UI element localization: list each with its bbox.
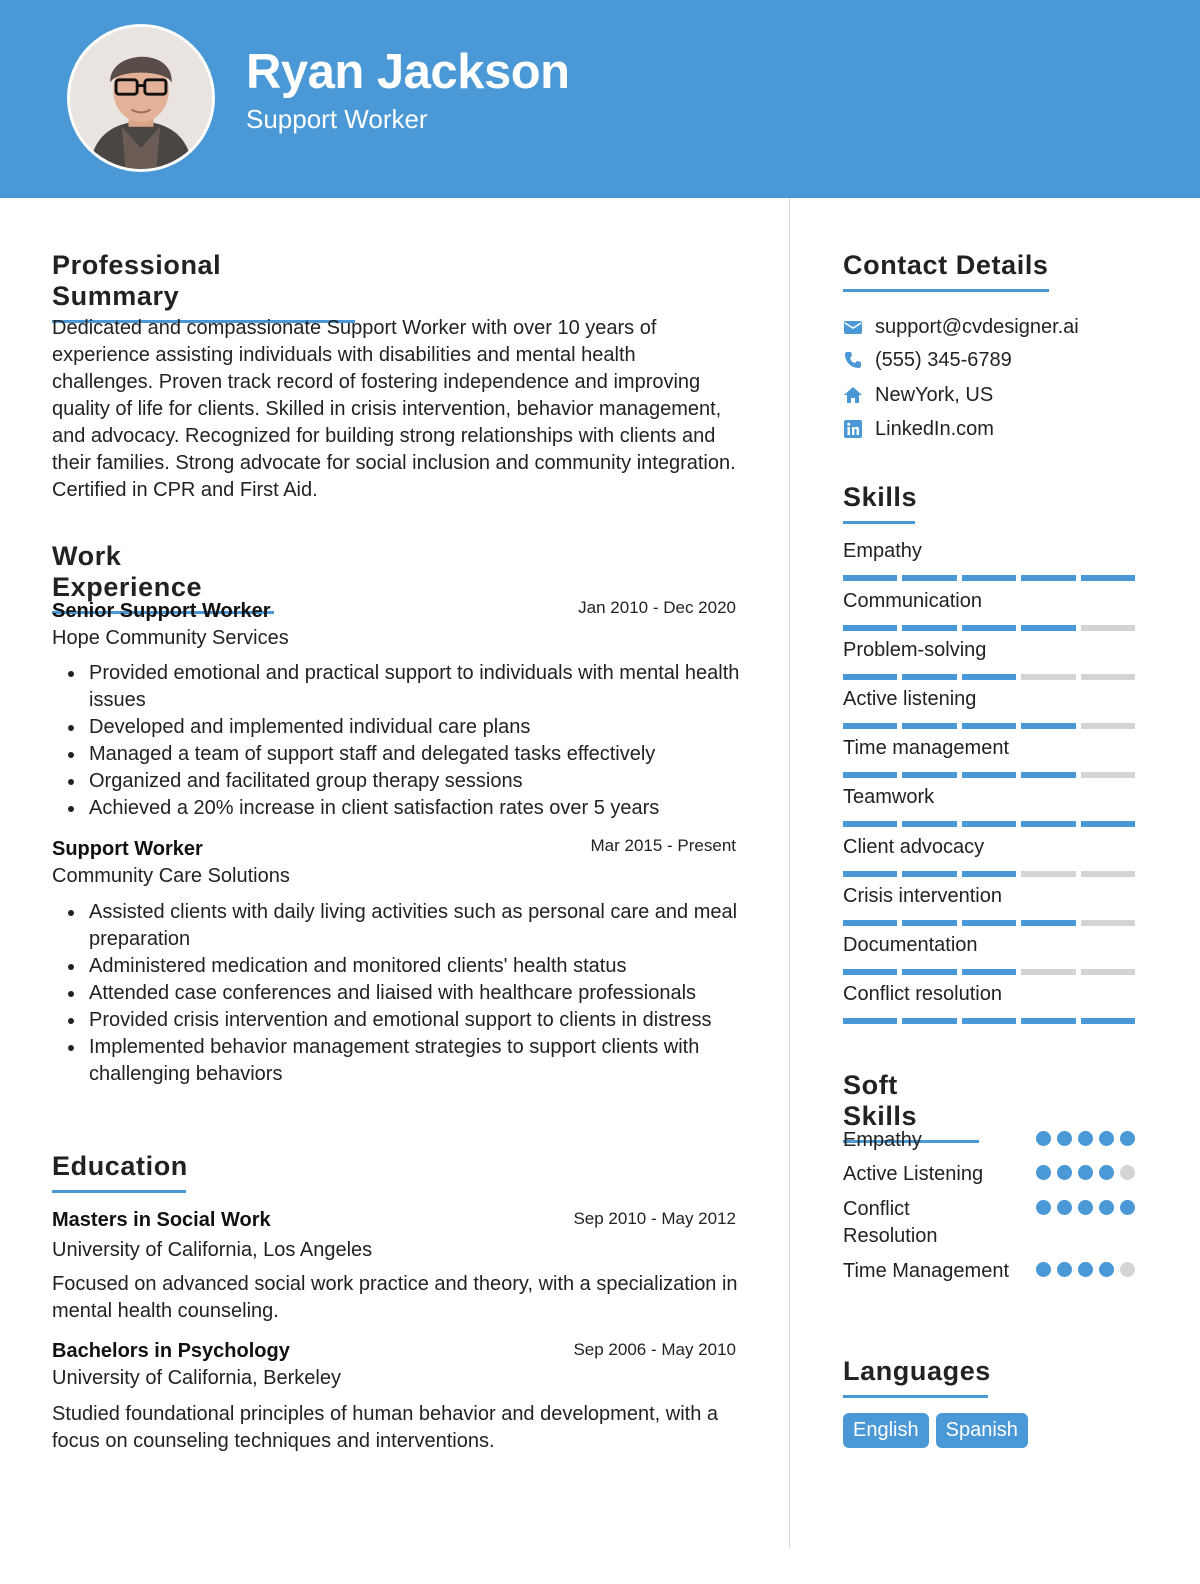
- skill-level-segment: [962, 1018, 1016, 1024]
- skill-level-segment: [1081, 920, 1135, 926]
- candidate-title: Support Worker: [246, 104, 428, 134]
- contact-email[interactable]: [843, 312, 1079, 342]
- skill-level-bar: [843, 871, 1135, 877]
- skill-label: Active listening: [843, 688, 977, 710]
- contact-heading-text: Contact Details: [843, 250, 1049, 280]
- skill-level-segment: [902, 871, 956, 877]
- skill-item: [843, 688, 1135, 729]
- heading-underline: [843, 521, 915, 524]
- rating-dot: [1036, 1200, 1051, 1215]
- skill-level-segment: [843, 1018, 897, 1024]
- skill-item: [843, 786, 1135, 827]
- job-duty: Attended case conferences and liaised with healthcare professionals: [52, 980, 742, 1007]
- skill-label: Documentation: [843, 934, 978, 956]
- home-icon: [843, 385, 863, 405]
- soft-skill-rating: [1036, 1200, 1135, 1215]
- skill-level-segment: [902, 772, 956, 778]
- soft-skill-item: [843, 1161, 1135, 1188]
- skill-label: Conflict resolution: [843, 983, 1002, 1005]
- skill-level-segment: [1081, 821, 1135, 827]
- languages-list: [843, 1413, 1028, 1448]
- skill-level-segment: [962, 871, 1016, 877]
- contact-linkedin[interactable]: [843, 414, 994, 444]
- job-title: Senior Support Worker: [52, 600, 271, 622]
- skill-level-segment: [962, 625, 1016, 631]
- rating-dot: [1078, 1165, 1093, 1180]
- rating-dot: [1078, 1200, 1093, 1215]
- skill-level-bar: [843, 723, 1135, 729]
- degree-title: Masters in Social Work: [52, 1209, 271, 1231]
- contact-linkedin-text: LinkedIn.com: [875, 417, 994, 440]
- languages-heading-text: Languages: [843, 1356, 991, 1386]
- education-heading-text: Education: [52, 1151, 188, 1181]
- skill-level-segment: [1021, 821, 1075, 827]
- soft-skills-heading-text: Soft Skills: [843, 1070, 918, 1131]
- experience-heading-text: Work Experience: [52, 541, 203, 602]
- summary-heading-text: Professional Summary: [52, 250, 222, 311]
- rating-dot: [1099, 1131, 1114, 1146]
- skills-heading-text: Skills: [843, 482, 918, 512]
- linkedin-icon: [843, 419, 863, 439]
- job-organization: Community Care Solutions: [52, 865, 290, 887]
- skill-level-segment: [902, 920, 956, 926]
- summary-heading: [52, 250, 355, 323]
- skill-level-segment: [1021, 920, 1075, 926]
- skill-level-segment: [962, 821, 1016, 827]
- skill-level-segment: [843, 821, 897, 827]
- skill-level-segment: [902, 821, 956, 827]
- skill-level-bar: [843, 821, 1135, 827]
- skill-level-segment: [962, 969, 1016, 975]
- skill-level-segment: [843, 723, 897, 729]
- job-dates: Mar 2015 - Present: [590, 836, 736, 855]
- rating-dot: [1057, 1262, 1072, 1277]
- summary-text: Dedicated and compassionate Support Worker with over 10 years of experience assisting individuals with disabilities and mental health challenges. Proven track record of fostering independence and improving quality of life for clients. Skilled in crisis intervention, behavior management, and advocacy. Recognized for building strong relationships with clients and their families. Strong advocate for social inclusion and community integration. Certified in CPR and First Aid.: [52, 317, 736, 501]
- contact-phone[interactable]: [843, 345, 1012, 375]
- resume-header: [0, 0, 1200, 198]
- skill-level-segment: [902, 575, 956, 581]
- skill-level-bar: [843, 1018, 1135, 1024]
- soft-skill-item: [843, 1258, 1135, 1285]
- skill-label: Crisis intervention: [843, 885, 1002, 907]
- heading-underline: [843, 289, 1049, 292]
- education-dates: Sep 2006 - May 2010: [573, 1340, 736, 1359]
- soft-skill-label: Active Listening: [843, 1163, 984, 1185]
- skill-level-segment: [1081, 674, 1135, 680]
- education-description: Studied foundational principles of human behavior and development, with a focus on counseling techniques and interventions.: [52, 1403, 718, 1452]
- skill-level-segment: [1021, 969, 1075, 975]
- skill-level-segment: [962, 575, 1016, 581]
- skill-level-segment: [1081, 871, 1135, 877]
- skill-item: [843, 590, 1135, 631]
- skill-level-segment: [962, 723, 1016, 729]
- job-duty: Developed and implemented individual care plans: [52, 714, 742, 741]
- contact-location-text: NewYork, US: [875, 383, 994, 406]
- heading-underline: [52, 1190, 186, 1193]
- skill-level-segment: [902, 1018, 956, 1024]
- skill-level-segment: [962, 674, 1016, 680]
- soft-skill-rating: [1036, 1131, 1135, 1146]
- skill-level-bar: [843, 920, 1135, 926]
- rating-dot: [1078, 1131, 1093, 1146]
- skill-level-segment: [902, 625, 956, 631]
- rating-dot: [1120, 1131, 1135, 1146]
- skill-label: Communication: [843, 590, 982, 612]
- job-duty: Provided crisis intervention and emotional support to clients in distress: [52, 1007, 742, 1034]
- phone-icon: [843, 350, 863, 370]
- education-description: Focused on advanced social work practice and theory, with a specialization in mental health counseling.: [52, 1273, 738, 1322]
- column-divider: [789, 198, 790, 1548]
- skill-level-segment: [843, 772, 897, 778]
- languages-heading: [843, 1356, 991, 1398]
- skill-level-segment: [1021, 772, 1075, 778]
- skill-level-segment: [843, 625, 897, 631]
- skill-item: [843, 639, 1135, 680]
- skill-level-segment: [902, 674, 956, 680]
- avatar-portrait-icon: [70, 27, 212, 169]
- skill-item: [843, 836, 1135, 877]
- envelope-icon: [843, 317, 863, 337]
- degree-title: Bachelors in Psychology: [52, 1340, 290, 1362]
- language-badge: Spanish: [936, 1413, 1028, 1448]
- soft-skill-item: [843, 1127, 1135, 1154]
- job-duties-list: [52, 899, 742, 1088]
- skill-level-segment: [843, 969, 897, 975]
- school-name: University of California, Berkeley: [52, 1367, 341, 1389]
- skill-level-segment: [962, 920, 1016, 926]
- skill-level-segment: [1081, 575, 1135, 581]
- rating-dot: [1036, 1165, 1051, 1180]
- rating-dot: [1099, 1262, 1114, 1277]
- skill-level-segment: [1081, 723, 1135, 729]
- soft-skill-rating: [1036, 1262, 1135, 1277]
- rating-dot: [1036, 1262, 1051, 1277]
- skill-level-segment: [962, 772, 1016, 778]
- profile-photo: [67, 24, 215, 172]
- rating-dot: [1120, 1262, 1135, 1277]
- soft-skill-label: Conflict Resolution: [843, 1198, 938, 1247]
- skill-level-segment: [1021, 575, 1075, 581]
- rating-dot: [1078, 1262, 1093, 1277]
- job-title: Support Worker: [52, 838, 203, 860]
- job-duty: Organized and facilitated group therapy sessions: [52, 768, 742, 795]
- skill-level-segment: [902, 723, 956, 729]
- job-duty: Provided emotional and practical support to individuals with mental health issues: [52, 660, 742, 714]
- contact-phone-text: (555) 345-6789: [875, 348, 1012, 371]
- skill-level-bar: [843, 772, 1135, 778]
- rating-dot: [1057, 1200, 1072, 1215]
- skill-level-bar: [843, 969, 1135, 975]
- skill-item: [843, 737, 1135, 778]
- job-dates: Jan 2010 - Dec 2020: [578, 598, 736, 617]
- skill-label: Client advocacy: [843, 836, 985, 858]
- skill-label: Empathy: [843, 540, 922, 562]
- skill-level-segment: [843, 674, 897, 680]
- rating-dot: [1120, 1165, 1135, 1180]
- skill-level-bar: [843, 625, 1135, 631]
- education-dates: Sep 2010 - May 2012: [573, 1209, 736, 1228]
- skill-label: Teamwork: [843, 786, 935, 808]
- job-duty: Administered medication and monitored clients' health status: [52, 953, 742, 980]
- skill-item: [843, 934, 1135, 975]
- skill-level-segment: [1021, 674, 1075, 680]
- skill-level-segment: [843, 920, 897, 926]
- contact-heading: [843, 250, 1049, 292]
- soft-skill-label: Time Management: [843, 1260, 1009, 1282]
- skill-level-segment: [1021, 723, 1075, 729]
- skill-level-segment: [843, 871, 897, 877]
- skill-item: [843, 885, 1135, 926]
- contact-location: [843, 380, 993, 410]
- skill-level-segment: [1081, 772, 1135, 778]
- soft-skill-label: Empathy: [843, 1129, 922, 1151]
- language-badge: English: [843, 1413, 929, 1448]
- rating-dot: [1057, 1165, 1072, 1180]
- skill-level-bar: [843, 575, 1135, 581]
- soft-skill-item: [843, 1196, 1135, 1250]
- job-organization: Hope Community Services: [52, 627, 289, 649]
- school-name: University of California, Los Angeles: [52, 1239, 373, 1261]
- skill-label: Time management: [843, 737, 1009, 759]
- skill-level-segment: [1081, 1018, 1135, 1024]
- skill-label: Problem-solving: [843, 639, 987, 661]
- heading-underline: [843, 1395, 988, 1398]
- rating-dot: [1057, 1131, 1072, 1146]
- skills-heading: [843, 482, 918, 524]
- education-heading: [52, 1151, 186, 1193]
- skill-item: [843, 983, 1135, 1024]
- job-duty: Achieved a 20% increase in client satisfaction rates over 5 years: [52, 795, 742, 822]
- job-duty: Implemented behavior management strategies to support clients with challenging behaviors: [52, 1034, 742, 1088]
- rating-dot: [1036, 1131, 1051, 1146]
- skill-level-segment: [902, 969, 956, 975]
- job-duty: Assisted clients with daily living activities such as personal care and meal preparation: [52, 899, 742, 953]
- candidate-name: Ryan Jackson: [246, 45, 570, 99]
- skill-level-segment: [1021, 1018, 1075, 1024]
- skill-level-bar: [843, 674, 1135, 680]
- job-duties-list: [52, 660, 742, 822]
- skill-level-segment: [1081, 969, 1135, 975]
- skill-level-segment: [1021, 871, 1075, 877]
- skill-item: [843, 540, 1135, 581]
- rating-dot: [1099, 1165, 1114, 1180]
- rating-dot: [1099, 1200, 1114, 1215]
- skill-level-segment: [1021, 625, 1075, 631]
- skill-level-segment: [1081, 625, 1135, 631]
- skill-level-segment: [843, 575, 897, 581]
- soft-skill-rating: [1036, 1165, 1135, 1180]
- job-duty: Managed a team of support staff and delegated tasks effectively: [52, 741, 742, 768]
- contact-email-text: support@cvdesigner.ai: [875, 315, 1079, 338]
- rating-dot: [1120, 1200, 1135, 1215]
